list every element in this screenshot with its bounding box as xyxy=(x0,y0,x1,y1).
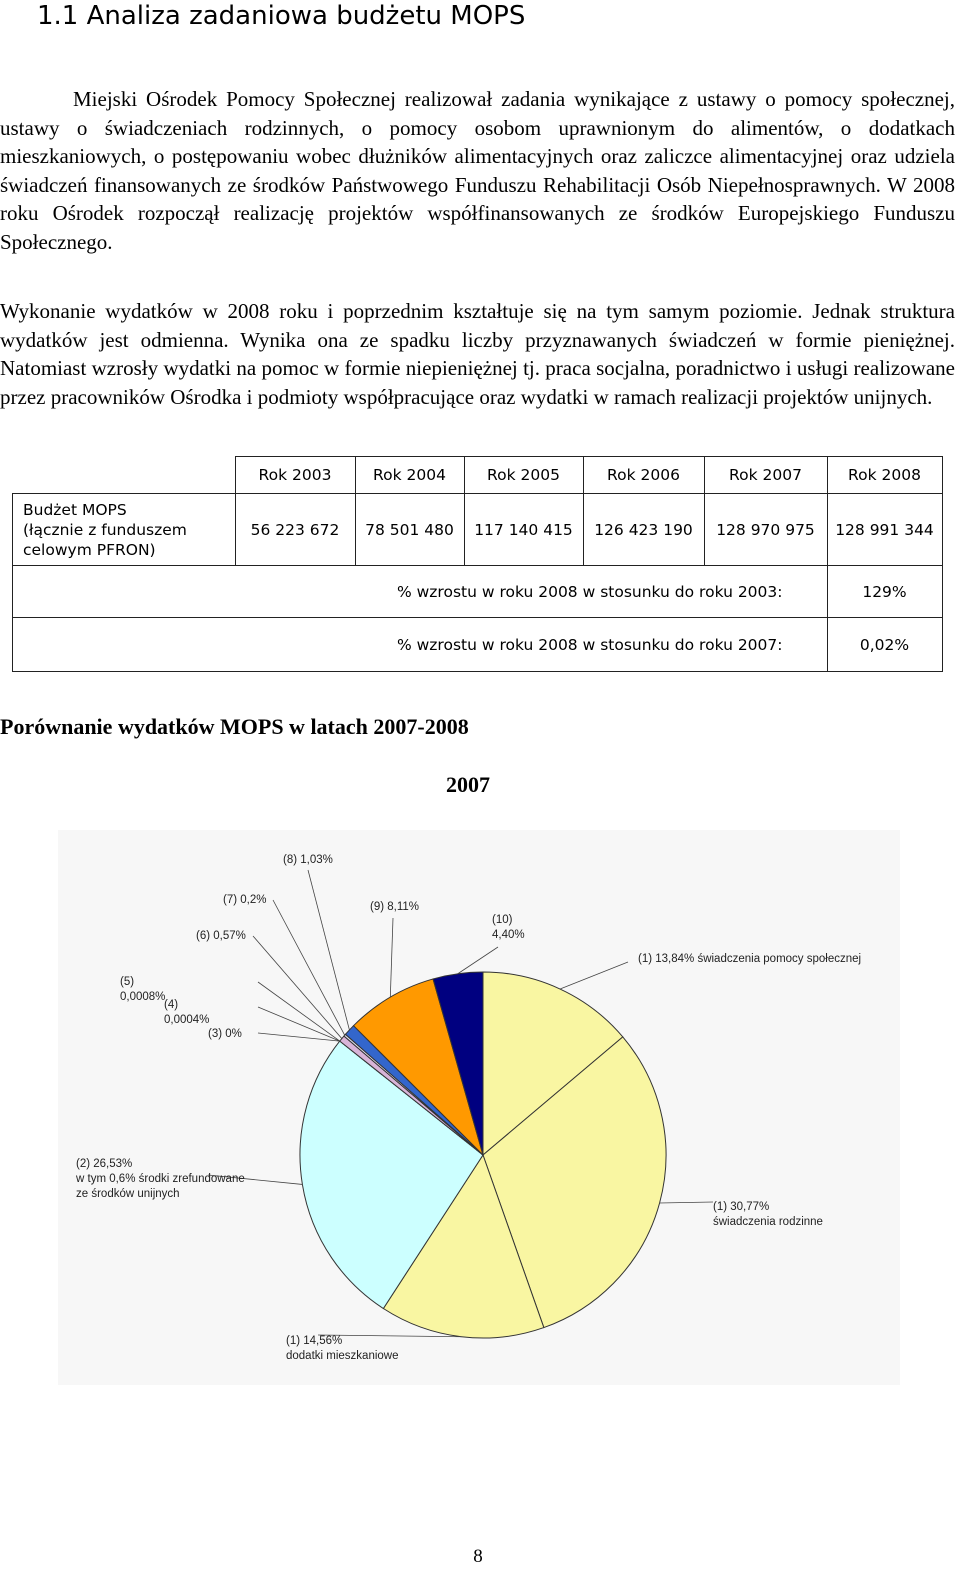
growth-label: % wzrostu w roku 2008 w stosunku do roku 2007: xyxy=(13,618,828,672)
budget-value: 56 223 672 xyxy=(235,494,355,566)
slice-label: (3) 0% xyxy=(208,1028,242,1040)
leader-line xyxy=(560,962,628,989)
slice-label: (1) 30,77% świadczenia rodzinne xyxy=(713,1201,823,1228)
pie-chart xyxy=(58,830,900,1385)
row-label-line: Budżet MOPS xyxy=(23,500,127,519)
table-row xyxy=(13,566,943,618)
budget-value: 128 991 344 xyxy=(827,494,942,566)
leader-line xyxy=(258,1007,340,1041)
slice-label: (6) 0,57% xyxy=(196,930,246,942)
slice-label: (8) 1,03% xyxy=(283,854,333,866)
year-header: Rok 2004 xyxy=(355,457,464,494)
leader-line xyxy=(258,982,340,1041)
budget-value: 117 140 415 xyxy=(464,494,583,566)
growth-value: 0,02% xyxy=(827,618,942,672)
year-header: Rok 2008 xyxy=(827,457,942,494)
page-number: 8 xyxy=(473,1546,483,1567)
growth-value: 129% xyxy=(827,566,942,618)
slice-label: (4) 0,0004% xyxy=(164,999,210,1026)
section-heading: 1.1 Analiza zadaniowa budżetu MOPS xyxy=(37,1,526,31)
spending-paragraph: Wykonanie wydatków w 2008 roku i poprzednim kształtuje się na tym samym poziomie. Jednak struktura wydatków jest odmienna. Wynika ona ze spadku liczby przyznawanych świadczeń w formie pieniężnej. Natomiast wzrosły wydatki na pomoc w formie niepieniężnej tj. praca socjalna, poradnictwo i usługi realizowane przez pracowników Ośrodka i podmioty współpracujące oraz wydatki w ramach realizacji projektów unijnych. xyxy=(0,299,955,409)
year-header: Rok 2007 xyxy=(704,457,827,494)
slice-label: (7) 0,2% xyxy=(223,894,267,906)
slice-label: (10) 4,40% xyxy=(492,914,525,941)
leader-line xyxy=(308,870,349,1030)
table-header-row xyxy=(13,457,943,494)
slice-label: (5) 0,0008% xyxy=(120,976,166,1003)
intro-paragraph: Miejski Ośrodek Pomocy Społecznej realizował zadania wynikające z ustawy o pomocy społecznej, ustawy o świadczeniach rodzinnych, o pomocy osobom uprawnionym do alimentów, o dodatkach mieszkaniowych, o postępowaniu wobec dłużników alimentacyjnych oraz zaliczce alimentacyjnej oraz udziela świadczeń finansowanych ze środków Państwowego Funduszu Rehabilitacji Osób Niepełnosprawnych. W 2008 roku Ośrodek rozpoczął realizację projektów współfinansowanych ze środków Europejskiego Funduszu Społecznego. xyxy=(0,87,955,254)
row-label-line: celowym PFRON) xyxy=(23,540,156,559)
table-row xyxy=(13,494,943,566)
budget-value: 128 970 975 xyxy=(704,494,827,566)
slice-label: (1) 14,56% dodatki mieszkaniowe xyxy=(286,1335,399,1362)
budget-value: 126 423 190 xyxy=(583,494,704,566)
slice-label: (2) 26,53% w tym 0,6% środki zrefundowane ze środków unijnych xyxy=(76,1158,245,1200)
leader-line xyxy=(390,918,393,997)
leader-line xyxy=(258,1033,340,1041)
pie-chart-svg xyxy=(58,830,900,1385)
leader-line xyxy=(273,900,345,1035)
year-header: Rok 2003 xyxy=(235,457,355,494)
year-header: Rok 2006 xyxy=(583,457,704,494)
growth-label: % wzrostu w roku 2008 w stosunku do roku 2003: xyxy=(13,566,828,618)
row-label xyxy=(13,494,236,566)
chart-title: 2007 xyxy=(446,772,490,797)
slice-label: (1) 13,84% świadczenia pomocy społecznej xyxy=(638,953,862,965)
leader-line xyxy=(660,1202,713,1203)
slice-label: (9) 8,11% xyxy=(370,901,420,913)
row-label-line: (łącznie z funduszem xyxy=(23,520,187,539)
table-corner xyxy=(13,457,236,494)
leader-line xyxy=(458,947,498,974)
table-row xyxy=(13,618,943,672)
year-header: Rok 2005 xyxy=(464,457,583,494)
budget-table xyxy=(12,456,943,672)
budget-value: 78 501 480 xyxy=(355,494,464,566)
comparison-heading: Porównanie wydatków MOPS w latach 2007-2008 xyxy=(0,714,469,739)
